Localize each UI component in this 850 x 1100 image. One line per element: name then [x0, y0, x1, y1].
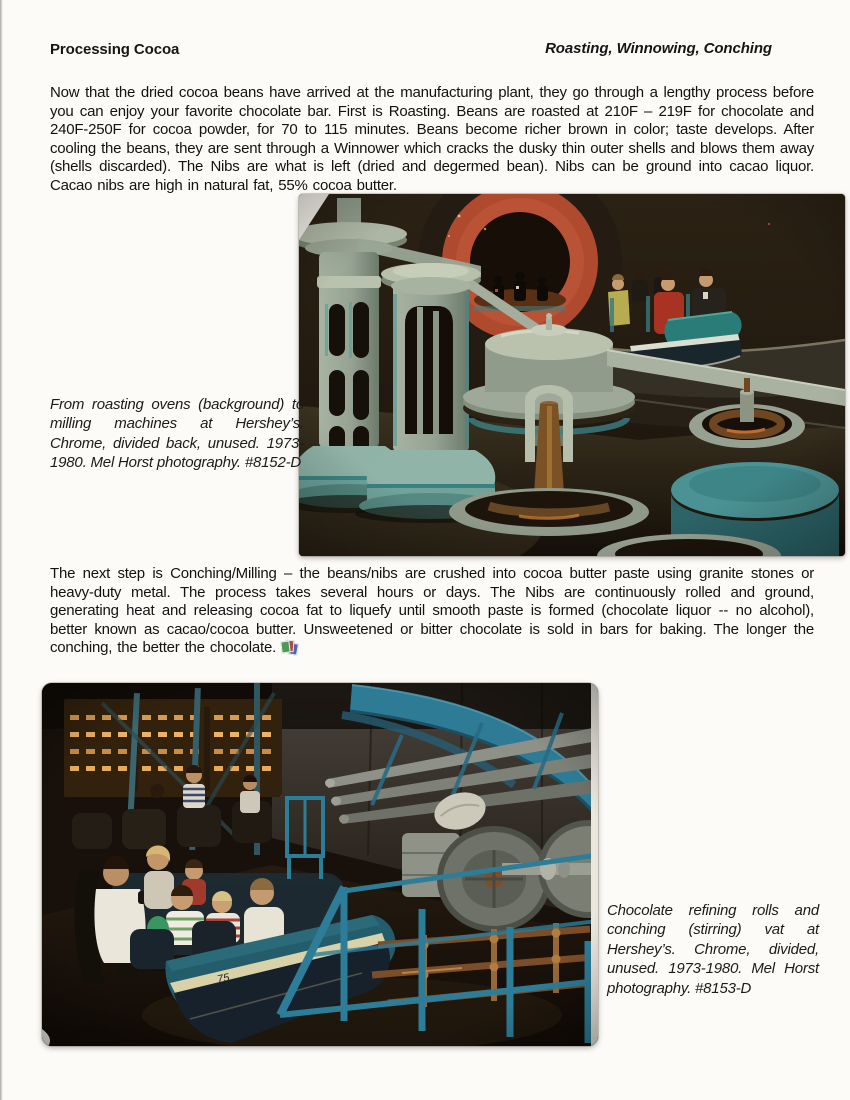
- caption-photo1-text: From roasting ovens (background) to milling machines at Hershey’s. Chrome, divided back, unused. 1973-1980. Mel Horst photography. #8152-D: [50, 396, 304, 472]
- photo-refining-conching: [42, 683, 598, 1046]
- page-title: Processing Cocoa: [50, 41, 180, 58]
- caption-photo2-text: Chocolate refining rolls and conching (stirring) vat at Hershey’s. Chrome, divided, unused. 1973-1980. Mel Horst photography. #8153-D: [607, 902, 819, 997]
- caption-photo1: [50, 395, 304, 473]
- photo-roasting-milling-art: [299, 194, 845, 556]
- scan-edge-artifact: [0, 0, 3, 1100]
- photo-refining-conching-art: [42, 683, 598, 1046]
- layers-clipart-icon: [281, 640, 298, 654]
- paragraph-roasting: [50, 84, 814, 196]
- photo-roasting-milling: [299, 194, 845, 556]
- paragraph-conching-text: The next step is Conching/Milling – the beans/nibs are crushed into cocoa butter paste using granite stones or heavy-duty metal. The process takes several hours or days. The Nibs are continuously rolled and ground, generating heat and releasing cocoa fat to liquefy until smooth paste is formed (chocolate liquor -- no alcohol), better known as cacao/cocoa butter. Unsweetened or bitter chocolate is sold in bars for baking. The longer the conching, the better the chocolate.: [50, 565, 814, 657]
- caption-photo2: [607, 901, 819, 998]
- paragraph-roasting-text: Now that the dried cocoa beans have arrived at the manufacturing plant, they go through a lengthy process before you can enjoy your favorite chocolate bar. First is Roasting. Beans are roasted at 210F – 219F for chocolate and 240F-250F for cocoa powder, for 70 to 115 minutes. Beans become richer brown in color; taste develops. After cooling the beans, they are sent through a Winnower which cracks the dusky thin outer shells and blows them away (shells discarded). The Nibs are what is left (dried and degermed bean). Nibs can be ground into cacao liquor. Cacao nibs are high in natural fat, 55% cocoa butter.: [50, 84, 814, 194]
- paragraph-conching: [50, 565, 814, 658]
- section-title: Roasting, Winnowing, Conching: [545, 40, 772, 57]
